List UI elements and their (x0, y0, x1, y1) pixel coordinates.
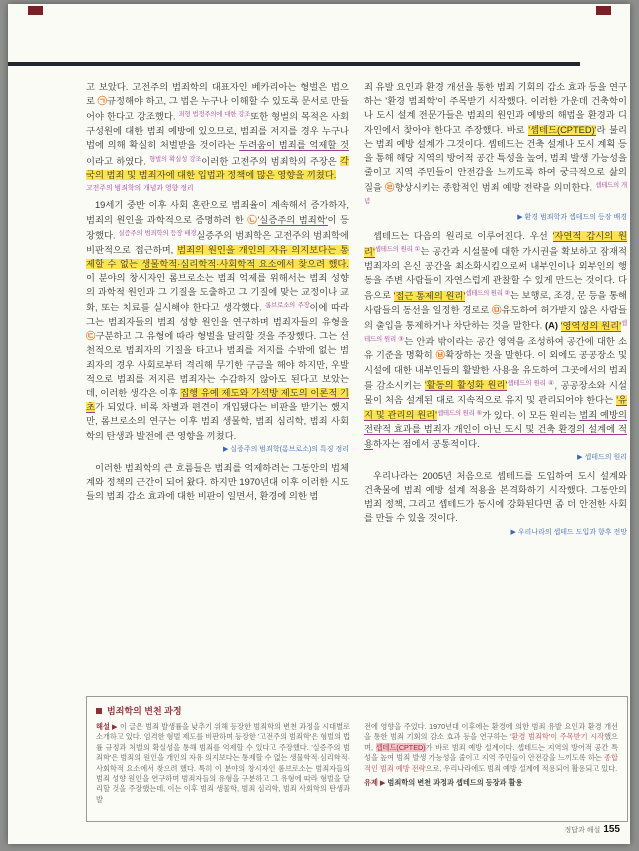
text-segment: 죄 유발 요인과 환경 개선을 통한 범죄 기회의 감소 효과 등을 연구하는 '환경 범죄학'이 주목받기 시작했다. 이러한 가운데 건축학이나 도시 설계 전문가들은 범죄의 원인과 예방의 해법을 환경과 디자인에서 찾아야 한다고 주장했다. 바로 (364, 82, 627, 135)
text-segment: 구분하고 그 유형에 따라 형벌을 달리할 것을 주장했다. 그는 선천적으로 범죄자의 기질을 타고나 범죄를 저지를 수밖에 없는 범죄자의 경우 사회로부터 격리해 무기한 구금을 해야 하지만, (86, 331, 349, 370)
text-segment: '셉테드(CPTED)' (528, 124, 597, 135)
text-segment: 실증주의 범죄학은 고전주의 범죄학에 비판적으로 접근하며, (86, 230, 350, 255)
text-segment: 이 등장했다. (86, 214, 350, 241)
text-segment: 하자는 점에서 공통적이다. (372, 438, 480, 449)
text-segment: 이러한 범죄학의 큰 흐름들은 범죄를 억제하려는 그동안의 법체계와 정책의 근간이 되어 왔다. 하지만 1970년대 이후 이러한 시도들의 범죄 감소 효과에 대한 비판이 일면서, 환경에 의한 범 (86, 462, 349, 502)
book-page (8, 4, 630, 844)
text-segment: 가 되었다. 비록 차별과 편견이 개입됐다는 비판을 받기는 했지만, 롬브로소의 연구는 이후 범죄 생물학, 범죄 심리학, 범죄 사회학의 탄생과 발전에 큰 영향을 끼쳤다. (86, 402, 349, 441)
text-segment: '영역성의 원리' (560, 320, 622, 331)
text-segment: 또한 형벌의 목적은 사회 구성원에 대한 범죄 예방에 있으므로, 범죄를 저지를 경우 누구나 법에 의해 확실히 처벌받을 것이라는 (86, 111, 349, 151)
square-bullet-icon (96, 708, 102, 714)
text-segment: (A) (545, 320, 561, 331)
text-segment: 셉테드(CPTED) (375, 742, 426, 752)
text-segment: 에서 찾으려 했다. (276, 258, 349, 269)
registration-mark-right (596, 6, 611, 15)
text-segment: 범죄의 원인을 개인의 자유 의지보다는 통제할 수 없는 (86, 244, 350, 269)
text-segment: 이라고 하였다. (86, 156, 149, 167)
text-segment: 유도하여 허가받지 않은 사람들의 출입을 통제하거나 차단하는 것을 말한다. (364, 304, 627, 331)
text-segment: 고 보았다. 고전주의 범죄학의 대표자인 베카리아는 형벌은 법으로 (86, 82, 349, 107)
header-rule (8, 62, 580, 66)
text-segment: 이에 따라 그는 범죄자들의 범죄 성향 원인을 연구하며 범죄자들의 유형을 (86, 302, 349, 328)
summary-box-right-column (364, 722, 618, 805)
text-segment: 이러한 고전주의 범죄학의 주장은 (201, 156, 341, 167)
text-segment: 전에 영향을 주었다. 1970년대 이후에는 환경에 의한 범죄 유발 요인과 환경 개선을 통한 범죄 기회의 감소 효과 등을 연구하는 (364, 722, 618, 742)
margin-note-blue: ▶ 우리나라의 셉테드 도입과 향후 전망 (510, 528, 627, 536)
summary-box (86, 696, 628, 822)
text-segment: 19세기 중반 이후 사회 혼란으로 범죄율이 계속해서 증가하자, 범죄의 원인을 과학적으로 증명하려 한 (86, 200, 349, 225)
passage-paragraph (364, 80, 627, 211)
exercise-line (364, 778, 618, 788)
text-segment: ㉣ (385, 182, 395, 193)
text-segment: , 공공장소와 시설물이 처음 설계된 대로 지속적으로 유지 및 관리되어야 한다는 (364, 380, 627, 405)
page-footer (565, 824, 620, 835)
text-segment: '환경 범죄학'이 주목받기 시작 (510, 732, 605, 742)
text-segment: 우리나라는 2005년 처음으로 셉테드를 도입하여 도시 설계와 건축물에 범죄 예방 설계 적용을 본격화하기 시작했다. 그동안의 범죄 정책, 그리고 셉테드가 동시에 강화된다면 좀 더 안전한 사회를 만들 수 있을 것이다. (364, 470, 627, 524)
margin-note-purple: 고전주의 범죄학의 개념과 영향 정리 (86, 185, 194, 193)
passage-paragraph (364, 229, 627, 451)
text-segment: 각국의 범죄 및 범죄자에 대한 입법과 정책에 많은 영향을 끼쳤다. (86, 156, 349, 181)
text-segment: 가 바로 범죄 예방 설계이다. 셉테드는 지역의 방어적 공간 특성을 높여 범죄 발생 가능성을 줄이고 지역 주민들이 안전감을 느끼도록 하는 (364, 742, 619, 763)
text-segment: 생물학적·심리학적·사회학적 요소 (141, 258, 277, 269)
passage-column-left (86, 80, 349, 544)
text-segment: 우발적으로 범죄를 저지른 범죄자는 수감하지 않아도 된다고 보았는데 (86, 359, 349, 399)
passage-paragraph (86, 80, 349, 182)
margin-note-blue: ▶ 셉테드의 원리 (577, 453, 627, 461)
summary-right-text (364, 722, 618, 773)
interlinear-annotation: 실증주의 범죄학의 등장 배경 (118, 229, 197, 237)
text-segment: '유지 및 관리의 원리' (364, 394, 627, 421)
summary-box-left-column (96, 722, 350, 805)
text-segment: '접근 통제의 원리' (393, 290, 466, 301)
margin-note-blue: ▶ 환경 범죄학과 셉테드의 등장 배경 (517, 213, 627, 221)
passage-paragraph (86, 198, 349, 442)
footer-label: 정답과 해설 (564, 827, 601, 834)
text-segment: 이 글은 범죄 발생률을 낮추기 위해 등장한 범죄학의 변천 과정을 시대별로 소개하고 있다. 엄격한 형벌 제도를 비판하며 등장한 '고전주의 범죄학'은 형벌의 법률 규정과 처벌의 확실성을 통해 범죄를 억제할 수 있다고 주장했다. '실증주의 범죄학'은 범죄의 원인을 개인의 자유 의지보다는 통제할 수 없는 생물학적·심리학적·사회학적 요소에서 찾으려 했다. 특히 이 분야의 창시자인 롬브로소는 범죄자들의 범죄 성향 원인을 연구하며 범죄자들의 유형을 구분하고 그 유형에 따라 형벌을 달리할 것을 주장했는데, 이는 이후 범죄 생물학, 범죄 심리학, 범죄 사회학의 탄생과 발 (96, 722, 350, 804)
text-segment: 두려움이 범죄를 억제할 것 (239, 140, 349, 151)
text-segment: 는 보행로, 조경, 문 등을 통해 사람들의 동선을 일정한 경로로 (364, 290, 627, 315)
text-segment: 셉테드는 다음의 원리로 이루어진다. 우선 (373, 230, 553, 241)
summary-box-columns (96, 722, 618, 805)
interlinear-annotation: 셉테드의 개념 (364, 182, 627, 206)
text-segment: '활동의 활성화 원리' (424, 380, 508, 391)
text-segment: ㉡ (247, 214, 258, 225)
registration-mark-left (28, 6, 43, 15)
interlinear-annotation: 셉테드의 원리 ③ (364, 320, 627, 343)
interlinear-annotation: 죄형 법정주의에 대한 강조 (178, 111, 251, 119)
interlinear-annotation: 셉테드의 원리 ② (465, 290, 510, 298)
text-segment: ㉤ (492, 304, 502, 315)
interlinear-annotation: 셉테드의 원리 ⑤ (436, 409, 483, 417)
passage-paragraph (364, 469, 627, 526)
passage-column-right (364, 80, 627, 544)
text-segment: 향상시키는 종합적인 범죄 예방 전략을 의미한다. (394, 182, 596, 193)
text-segment: 했으며, (364, 732, 618, 752)
exercise-text: 범죄학의 변천 과정과 셉테드의 등장과 활용 (387, 778, 523, 788)
summary-box-title-text: 범죄학의 변천 과정 (107, 706, 182, 716)
interlinear-annotation: 셉테드의 원리 ① (374, 246, 421, 254)
interlinear-annotation: 형벌의 확실성 강조 (148, 155, 202, 163)
text-segment: 이 분야의 창시자인 롬브로소는 범죄 억제를 위해서는 범죄 성향의 과학적 원인과 그 기질을 도출하고 그 기질에 맞는 교정이나 교화, 또는 치료를 실시해야 한다고 생각했다. (86, 272, 349, 313)
text-segment: ㉢ (86, 331, 96, 342)
summary-box-title (96, 704, 618, 717)
interlinear-annotation: 셉테드의 원리 ④ (507, 379, 555, 387)
text-segment: '실증주의 범죄학' (257, 214, 328, 225)
explanation-label: 해설 ▶ (96, 722, 118, 731)
text-segment: , 이러한 생각은 이후 (94, 388, 181, 399)
text-segment: ㉠ (97, 96, 108, 107)
passage (86, 80, 628, 544)
summary-left-text (96, 722, 350, 804)
text-segment: 집행 유예 제도와 가석방 제도의 이론적 기초 (86, 388, 350, 413)
interlinear-annotation: 롬브로소의 주장 (265, 302, 310, 310)
text-segment: 가 있다. 이 모든 원리는 (482, 410, 580, 421)
text-segment: 범죄 예방의 전략적 효과를 범죄자 개인이 아닌 도시 및 건축 환경의 설계에 적용 (364, 410, 627, 449)
text-segment: ㉥ (435, 350, 446, 361)
passage-paragraph (86, 461, 349, 504)
exercise-label: 유제 ▶ (364, 778, 386, 788)
text-segment: 종합적인 범죄 예방 전략 (364, 753, 618, 773)
footer-page-number: 155 (603, 824, 620, 835)
margin-note-blue: ▶ 실증주의 범죄학(롬브로소)의 특징 정리 (222, 445, 349, 453)
text-segment: 규정해야 하고, 그 법은 누구나 이해할 수 있도록 문서로 만들어야 한다고 강조했다. (86, 96, 349, 122)
text-segment: 확장하는 것을 말한다. 이 외에도 공공장소 및 시설에 대한 내부인들의 활발한 사용을 유도하여 그곳에서의 범죄를 감소시키는 (364, 350, 627, 391)
text-segment: 으로, 우리나라에도 범죄 예방 설계에 적용되어 활용되고 있다. (425, 763, 618, 773)
text-segment: 는 공간과 시설물에 대한 가시권을 확보하고 잠재적 범죄자의 은신 공간을 최소화시킴으로써 내부인이나 외부인의 행동을 주변 사람들이 자연스럽게 관찰할 수 있게 만드는 것이다. 다음으로 (364, 246, 627, 301)
text-segment: 는 안과 밖이라는 공간 영역을 조성하여 공간에 대한 소유 기준을 명확히 (364, 336, 628, 361)
text-segment: '자연적 감시의 원리' (364, 230, 628, 257)
text-segment: 라 불리는 범죄 예방 설계가 그것이다. 셉테드는 건축 설계나 도시 계획 등을 통해 해당 지역의 방어적 공간 특성을 높여, 범죄 발생 가능성을 줄이고 지역 주민들이 안전감을 느끼도록 하여 궁극적으로 삶의 질을 (364, 124, 627, 193)
